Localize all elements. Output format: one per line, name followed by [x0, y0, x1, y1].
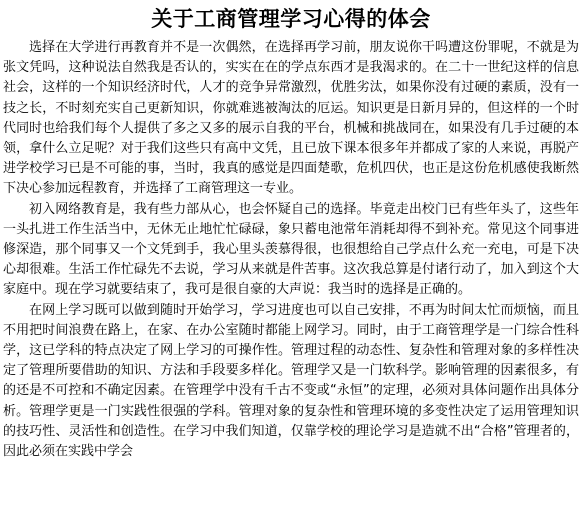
paragraph-1: 选择在大学进行再教育并不是一次偶然，在选择再学习前，朋友说你干吗遭这份罪呢，不就是为张文凭吗，这种说法自然我是否认的，实实在在的学点东西才是我渴求的。在二十一世纪这样的信息社会，这样的一个知识经济时代，人才的竞争异常激烈，优胜劣汰，如果你没有过硬的素质，没有一技之长，不时刻充实自己更新知识，你就难逃被淘汰的厄运。知识更是日新月异的，但这样的一个时代同时也给我们每个人提供了多之又多的展示自我的平台，机械和挑战同在，如果没有几手过硬的本领，拿什么立足呢？对于我们这些只有高中文凭，且已放下课本很多年并都成了家的人来说，再脱产进学校学习已是不可能的事，当时，我真的感觉是四面楚歌，危机四伏，也正是这份危机感使我断然下决心参加远程教育，并选择了工商管理这一专业。	[3, 40, 579, 197]
paragraph-3: 在网上学习既可以做到随时开始学习，学习进度也可以自己安排，不再为时间太忙而烦恼，而且不用把时间浪费在路上，在家、在办公室随时都能上网学习。同时，由于工商管理学是一门综合性科学，这已学科的特点决定了网上学习的可操作性。管理过程的动态性、复杂性和管理对象的多样性决定了管理所要借助的知识、方法和手段要多样化。管理学又是一门软科学。影响管理的因素很多，有的还是不可控和不确定因素。在管理学中没有千古不变或“永恒”的定理，必须对具体问题作出具体分析。管理学更是一门实践性很强的学科。管理对象的复杂性和管理环境的多变性决定了运用管理知识的技巧性、灵活性和创造性。在学习中我们知道，仅靠学校的理论学习是造就不出“合格”管理者的，因此必须在实践中学会	[3, 302, 579, 460]
document-title: 关于工商管理学习心得的体会	[151, 6, 431, 31]
paragraph-2: 初入网络教育是，我有些力部从心，也会怀疑自己的选择。毕竟走出校门已有些年头了，这些年一头扎进工作生活当中，无休无止地忙忙碌碌，象只蓄电池常年消耗却得不到补充。常见这个同事进修深造，那个同事又一个文凭到手，我心里头羡慕得很，也很想给自己学点什么充一充电，可是下决心却很难。生活工作忙碌先不去说，学习从来就是件苦事。这次我总算是付诸行动了，加入到这个大家庭中。现在学习就要结束了，我可是很自豪的大声说：我当时的选择是正确的。	[3, 201, 579, 298]
